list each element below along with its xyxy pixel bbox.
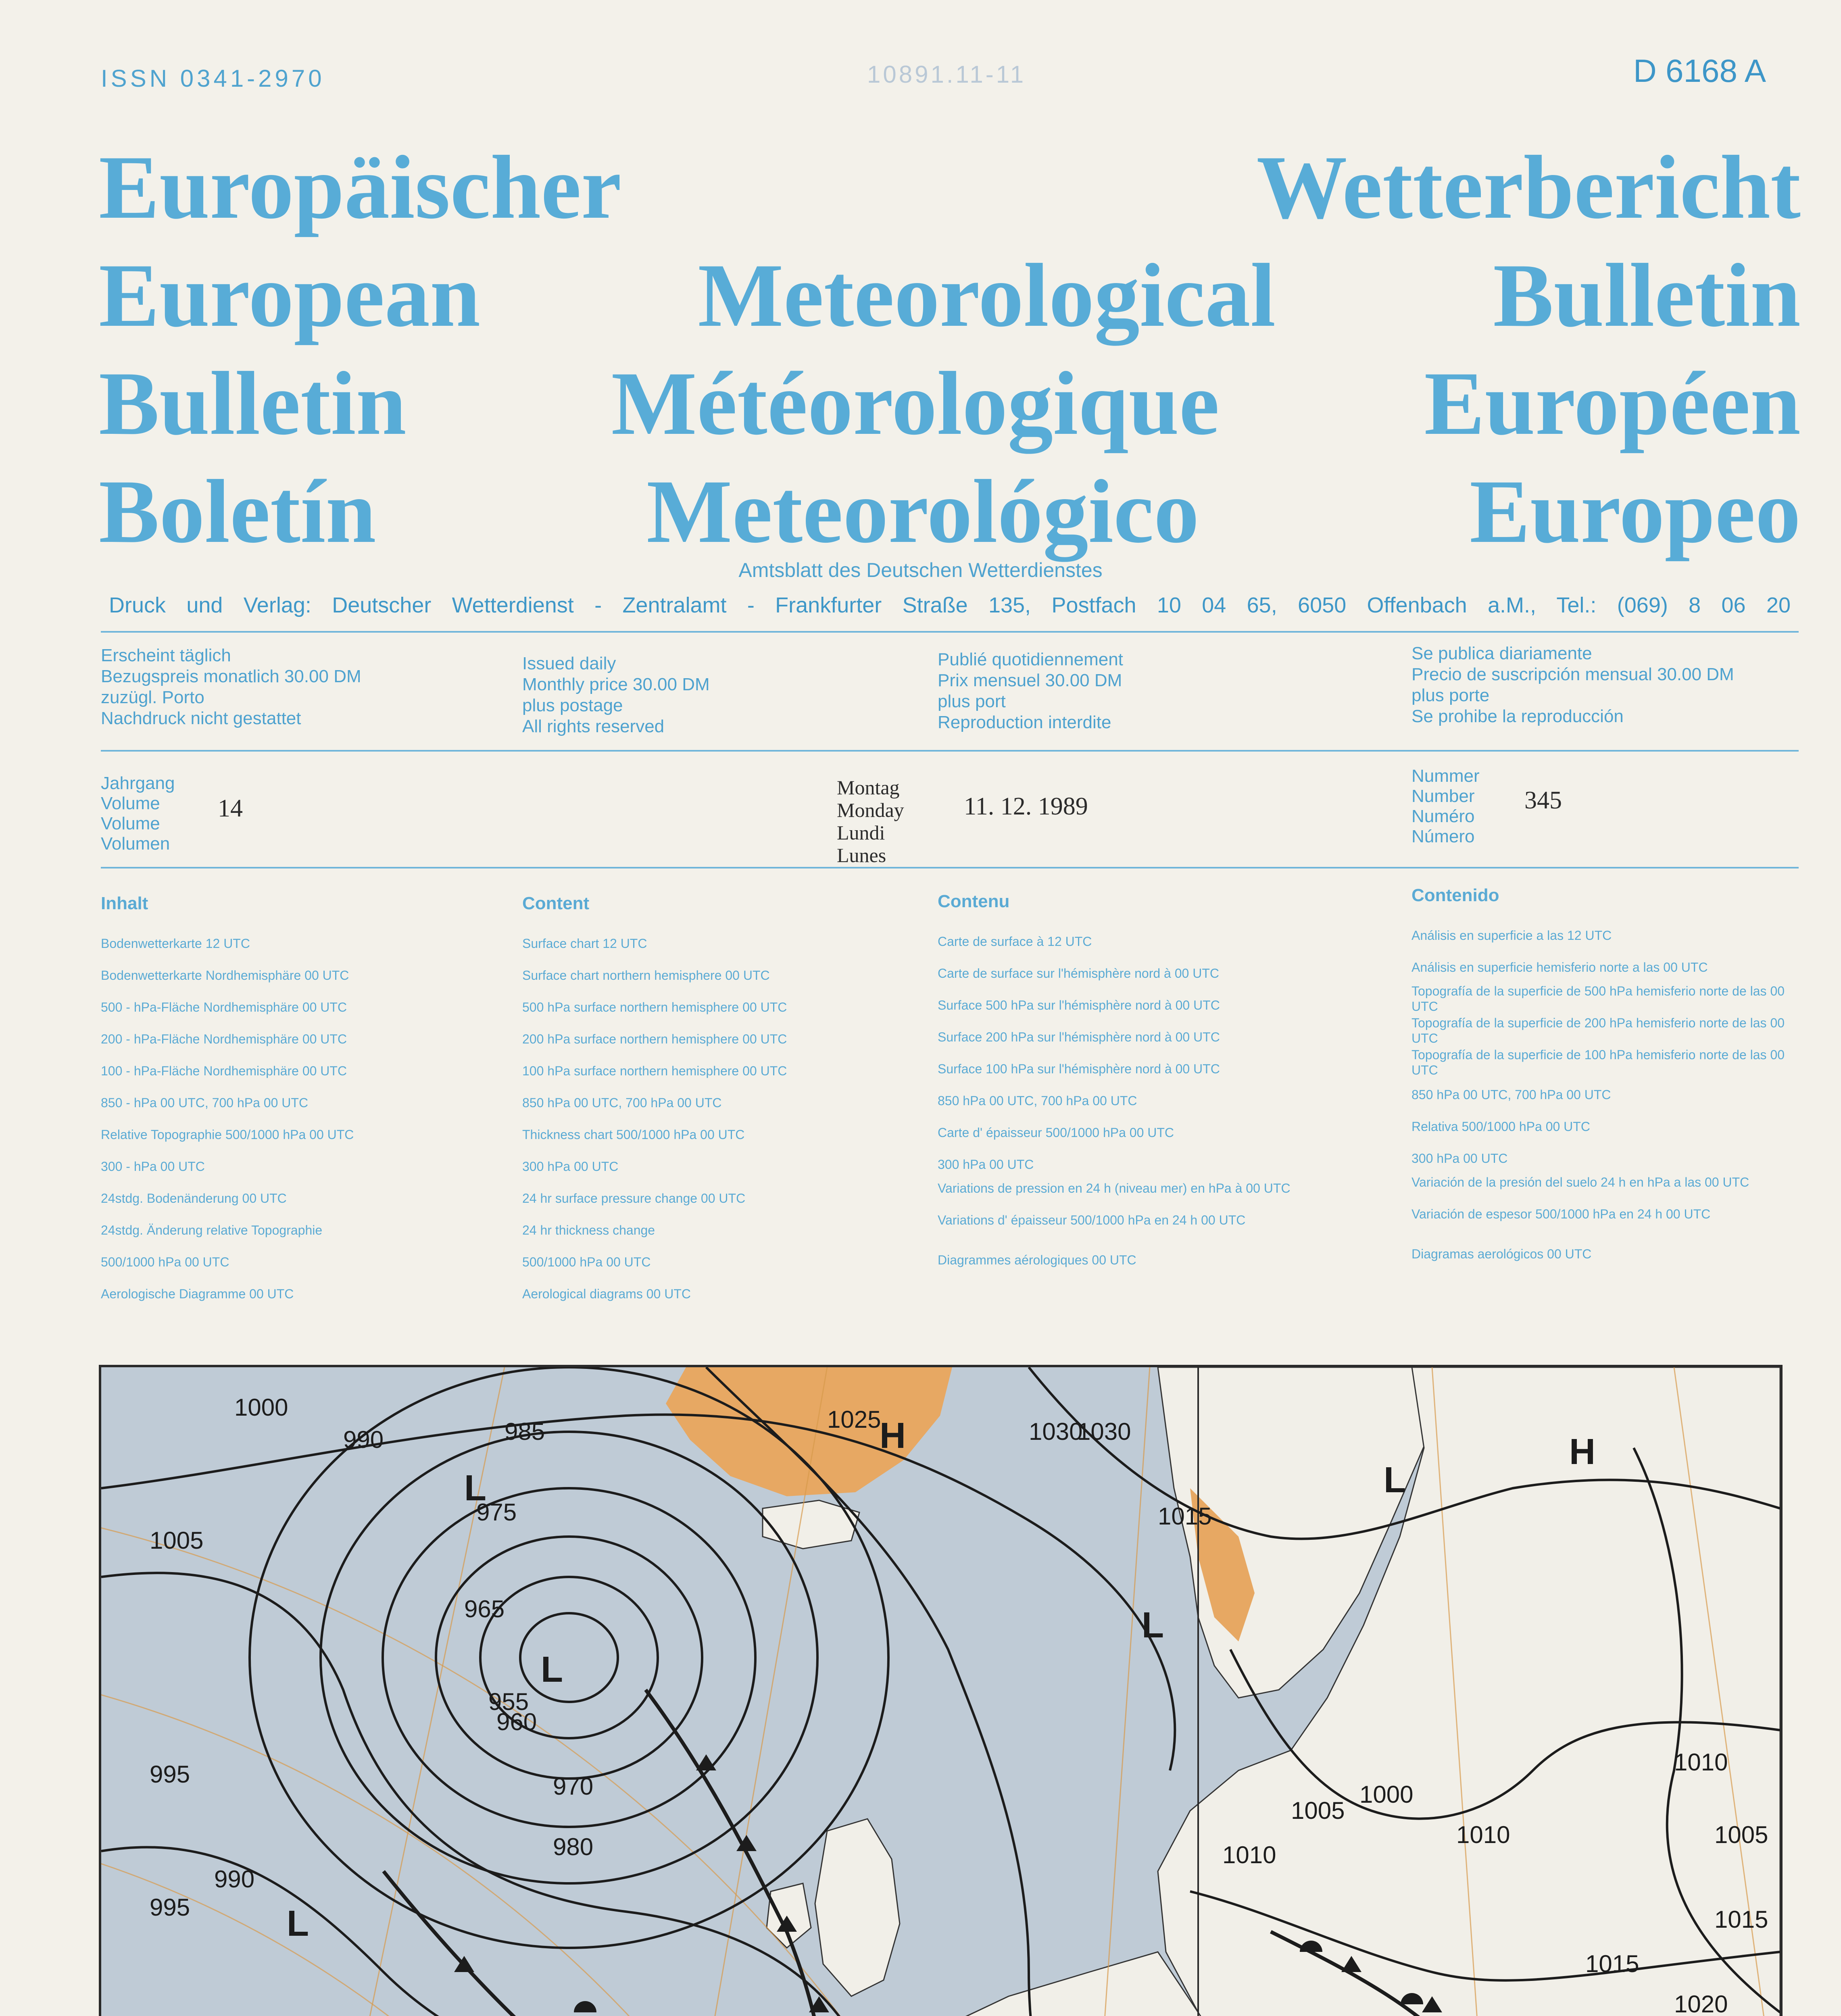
pressure-centre-letter: L	[1384, 1460, 1406, 1500]
divider	[101, 750, 1799, 752]
contents-item: Análisis en superficie hemisferio norte a las 00 UTC	[1412, 960, 1708, 975]
contents-item: Aerological diagrams 00 UTC	[522, 1287, 691, 1301]
contents-english	[522, 893, 787, 1310]
subscription-text: Publié quotidiennement	[938, 650, 1123, 669]
pressure-centre-letter: L	[541, 1649, 563, 1690]
isobar-value-label: 1030	[1077, 1418, 1131, 1445]
contents-item: 500 hPa surface northern hemisphere 00 UTC	[522, 1000, 787, 1014]
volume-labels	[101, 773, 175, 854]
contents-german	[101, 893, 354, 1310]
archive-stamp: 10891.11-11	[867, 61, 1026, 88]
contents-item: Surface 100 hPa sur l'hémisphère nord à 00 UTC	[938, 1062, 1220, 1076]
isobar-value-label: 975	[476, 1499, 517, 1526]
subscription-text: Prix mensuel 30.00 DM	[938, 671, 1122, 690]
isobar-value-label: 1015	[1585, 1950, 1639, 1977]
weekday-name: Monday	[837, 799, 904, 821]
weekday-block	[837, 776, 904, 866]
publisher-line: Druck und Verlag: Deutscher Wetterdienst - Zentralamt - Frankfurter Straße 135, Postfach 10 04 65, 6050 Offenbach a.M., Tel.: (069) 8 06 20	[109, 593, 1791, 617]
contents-item: 300 hPa 00 UTC	[522, 1159, 619, 1174]
number-label: Número	[1412, 827, 1475, 846]
pressure-centre-letter: L	[464, 1468, 486, 1508]
weekday-name: Montag	[837, 776, 900, 799]
contents-item: 100 - hPa-Fläche Nordhemisphäre 00 UTC	[101, 1064, 347, 1078]
subscription-text: Erscheint täglich	[101, 646, 231, 665]
contents-item: 100 hPa surface northern hemisphere 00 UTC	[522, 1064, 787, 1078]
isobar-value-label: 1020	[1674, 1991, 1728, 2016]
contents-item: Carte de surface à 12 UTC	[938, 934, 1092, 949]
contents-item: Variations de pression en 24 h (niveau mer) en hPa à 00 UTC	[938, 1181, 1291, 1195]
contents-item: Topografía de la superficie de 500 hPa hemisferio norte de las 00 UTC	[1412, 984, 1785, 1014]
contents-item: 300 hPa 00 UTC	[1412, 1151, 1508, 1166]
pressure-centre-letter: H	[880, 1416, 906, 1456]
contents-item: 500/1000 hPa 00 UTC	[101, 1255, 229, 1269]
issue-date: 11. 12. 1989	[964, 793, 1088, 820]
divider	[101, 867, 1799, 868]
contents-item: Relative Topographie 500/1000 hPa 00 UTC	[101, 1127, 354, 1142]
contents-item: Bodenwetterkarte 12 UTC	[101, 936, 250, 951]
isobar-value-label: 980	[553, 1833, 594, 1860]
surface-chart	[99, 1365, 1783, 2016]
contents-heading: Content	[522, 893, 590, 913]
contents-item: Bodenwetterkarte Nordhemisphäre 00 UTC	[101, 968, 349, 983]
document-number: D 6168 A	[1633, 53, 1766, 89]
contents-item: Surface chart northern hemisphere 00 UTC	[522, 968, 770, 983]
contents-item: Variación de espesor 500/1000 hPa en 24 h 00 UTC	[1412, 1207, 1711, 1221]
isobar-value-label: 1015	[1158, 1503, 1212, 1530]
subscription-text: Nachdruck nicht gestattet	[101, 708, 301, 728]
subscription-text: plus porte	[1412, 685, 1490, 705]
subscription-text: Monthly price 30.00 DM	[522, 675, 710, 694]
subscription-text: plus postage	[522, 696, 623, 715]
pressure-centre-letter: L	[1142, 1605, 1164, 1645]
isobar-value-label: 1010	[1456, 1821, 1510, 1848]
volume-label: Volumen	[101, 834, 170, 854]
isobar-value-label: 1010	[1674, 1749, 1728, 1776]
official-gazette-line: Amtsblatt des Deutschen Wetterdienstes	[738, 559, 1103, 581]
isobar-value-label: 1000	[1359, 1781, 1414, 1808]
weekday-name: Lunes	[837, 844, 886, 866]
isobar-value-label: 970	[553, 1773, 594, 1800]
contents-item: Relativa 500/1000 hPa 00 UTC	[1412, 1119, 1590, 1134]
subscription-text: Se publica diariamente	[1412, 644, 1592, 663]
contents-item: 850 hPa 00 UTC, 700 hPa 00 UTC	[1412, 1087, 1611, 1102]
contents-item: 24 hr thickness change	[522, 1223, 655, 1237]
contents-item: Variación de la presión del suelo 24 h en hPa a las 00 UTC	[1412, 1175, 1749, 1189]
contents-item: Topografía de la superficie de 200 hPa hemisferio norte de las 00 UTC	[1412, 1016, 1785, 1045]
isobar-value-label: 1005	[1291, 1797, 1345, 1824]
subscription-text: All rights reserved	[522, 716, 665, 736]
volume-label: Volume	[101, 814, 160, 833]
number-label: Numéro	[1412, 806, 1475, 826]
subscription-text: Bezugspreis monatlich 30.00 DM	[101, 666, 361, 686]
contents-item: Carte de surface sur l'hémisphère nord à 00 UTC	[938, 966, 1219, 981]
iceland-landmass	[763, 1500, 859, 1549]
isobar-value-label: 955	[488, 1688, 529, 1715]
volume-value: 14	[218, 795, 243, 822]
contents-heading: Contenu	[938, 891, 1010, 911]
volume-label: Jahrgang	[101, 773, 175, 793]
contents-item: Variations d' épaisseur 500/1000 hPa en 24 h 00 UTC	[938, 1213, 1246, 1227]
isobar-value-label: 965	[464, 1595, 505, 1622]
isobar-value-label: 995	[150, 1894, 190, 1921]
contents-item: Análisis en superficie a las 12 UTC	[1412, 928, 1612, 943]
issue-number: 345	[1524, 787, 1562, 814]
number-label: Nummer	[1412, 766, 1480, 786]
volume-label: Volume	[101, 793, 160, 813]
isobar-value-label: 990	[214, 1866, 255, 1893]
contents-french	[938, 891, 1381, 1276]
title-french: Bulletin Météorologique Européen	[99, 353, 1801, 454]
title-german: Europäischer Wetterbericht	[99, 137, 1801, 237]
contents-item: Thickness chart 500/1000 hPa 00 UTC	[522, 1127, 745, 1142]
subscription-text: Se prohibe la reproducción	[1412, 706, 1624, 726]
subscription-spanish	[1412, 643, 1734, 727]
title-english: European Meteorological Bulletin	[99, 245, 1801, 346]
isobar-value-label: 1000	[234, 1394, 288, 1421]
contents-item: 24stdg. Änderung relative Topographie	[101, 1223, 323, 1237]
isobar-value-label: 1005	[1714, 1821, 1768, 1848]
isobar-value-label: 1025	[827, 1406, 881, 1433]
divider	[101, 631, 1799, 633]
isobar-value-label: 1010	[1222, 1841, 1276, 1868]
contents-item: 850 hPa 00 UTC, 700 hPa 00 UTC	[522, 1095, 722, 1110]
subscription-german	[101, 645, 361, 729]
subscription-english	[522, 653, 710, 737]
contents-item: 300 - hPa 00 UTC	[101, 1159, 205, 1174]
surface-chart-svg	[101, 1367, 1780, 2016]
contents-item: Topografía de la superficie de 100 hPa hemisferio norte de las 00 UTC	[1412, 1048, 1785, 1077]
contents-heading: Inhalt	[101, 893, 148, 913]
title-spanish: Boletín Meteorológico Europeo	[99, 461, 1801, 562]
isobar-value-label: 990	[343, 1426, 384, 1453]
subscription-text: plus port	[938, 691, 1006, 711]
contents-item: 500 - hPa-Fläche Nordhemisphäre 00 UTC	[101, 1000, 347, 1014]
contents-item: Surface 200 hPa sur l'hémisphère nord à 00 UTC	[938, 1030, 1220, 1044]
isobar-value-label: 995	[150, 1761, 190, 1788]
number-labels	[1412, 766, 1480, 847]
isobar-value-label: 1030	[1029, 1418, 1083, 1445]
isobar-value-label: 1015	[1714, 1906, 1768, 1933]
contents-item: 500/1000 hPa 00 UTC	[522, 1255, 651, 1269]
contents-item: 850 - hPa 00 UTC, 700 hPa 00 UTC	[101, 1095, 309, 1110]
isobar-value-label: 960	[496, 1708, 537, 1735]
subscription-text: Reproduction interdite	[938, 712, 1111, 732]
contents-item: 200 hPa surface northern hemisphere 00 UTC	[522, 1032, 787, 1046]
contents-item: Aerologische Diagramme 00 UTC	[101, 1287, 294, 1301]
contents-item: Surface chart 12 UTC	[522, 936, 647, 951]
issn: ISSN 0341-2970	[101, 65, 325, 92]
pressure-centre-letter: L	[287, 1904, 309, 1944]
contents-item: 850 hPa 00 UTC, 700 hPa 00 UTC	[938, 1093, 1137, 1108]
pressure-centre-letter: H	[1569, 1432, 1595, 1472]
number-label: Number	[1412, 786, 1475, 806]
title-block	[99, 133, 1801, 565]
contents-item: Diagramas aerológicos 00 UTC	[1412, 1247, 1592, 1261]
contents-heading: Contenido	[1412, 885, 1499, 905]
isobar-value-label: 1005	[150, 1527, 204, 1554]
isobar-value-label: 985	[505, 1418, 545, 1445]
weekday-name: Lundi	[837, 821, 885, 844]
contents-item: Surface 500 hPa sur l'hémisphère nord à 00 UTC	[938, 998, 1220, 1012]
subscription-text: zuzügl. Porto	[101, 687, 204, 707]
subscription-french	[938, 649, 1123, 733]
contents-item: Diagrammes aérologiques 00 UTC	[938, 1253, 1136, 1267]
subscription-text: Precio de suscripción mensual 30.00 DM	[1412, 664, 1734, 684]
subscription-text: Issued daily	[522, 654, 616, 673]
contents-item: Carte d' épaisseur 500/1000 hPa 00 UTC	[938, 1125, 1174, 1140]
contents-item: 24 hr surface pressure change 00 UTC	[522, 1191, 746, 1206]
contents-item: 300 hPa 00 UTC	[938, 1157, 1034, 1172]
contents-item: 200 - hPa-Fläche Nordhemisphäre 00 UTC	[101, 1032, 347, 1046]
contents-spanish	[1412, 885, 1799, 1270]
contents-item: 24stdg. Bodenänderung 00 UTC	[101, 1191, 287, 1206]
